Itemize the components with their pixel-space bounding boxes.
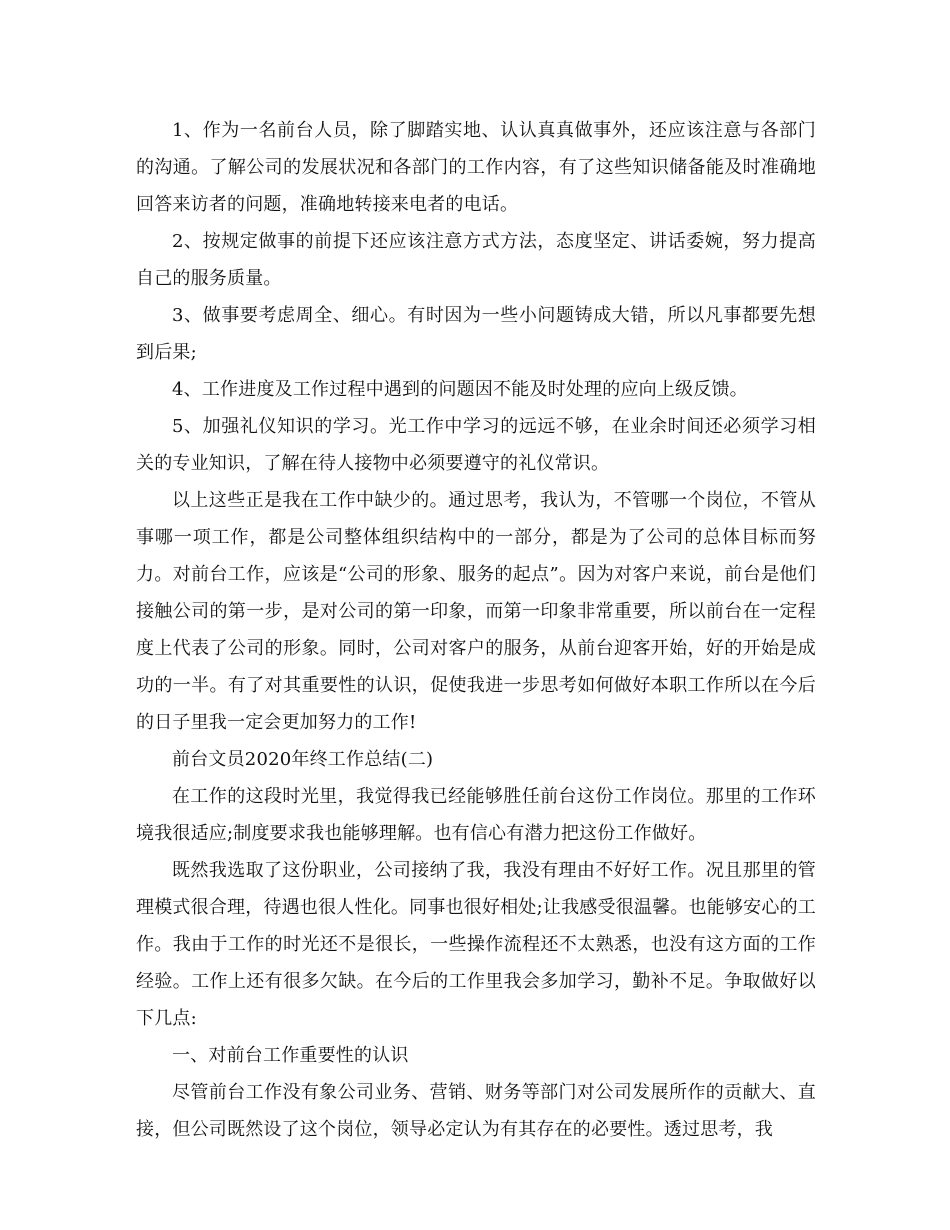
paragraph-7: 在工作的这段时光里，我觉得我已经能够胜任前台这份工作岗位。那里的工作环境我很适应;制度要求我也能够理解。也有信心有潜力把这份工作做好。 (136, 786, 816, 844)
paragraph-8: 既然我选取了这份职业，公司接纳了我，我没有理由不好好工作。况且那里的管理模式很合理，待遇也很人性化。同事也很好相处;让我感受很温馨。也能够安心的工作。我由于工作的时光还不是很长，一些操作流程还不太熟悉，也没有这方面的工作经验。工作上还有很多欠缺。在今后的工作里我会多加学习，勤补不足。争取做好以下几点: (136, 860, 816, 1029)
paragraph-3: 3、做事要考虑周全、细心。有时因为一些小问题铸成大错，所以凡事都要先想到后果; (136, 305, 816, 363)
paragraph-5: 5、加强礼仪知识的学习。光工作中学习的远远不够，在业余时间还必须学习相关的专业知识，了解在待人接物中必须要遵守的礼仪常识。 (136, 416, 816, 474)
subheading-1: 一、对前台工作重要性的认识 (172, 1045, 409, 1066)
paragraph-1: 1、作为一名前台人员，除了脚踏实地、认认真真做事外，还应该注意与各部门的沟通。了解公司的发展状况和各部门的工作内容，有了这些知识储备能及时准确地回答来访者的问题，准确地转接来电者的电话。 (136, 120, 816, 215)
paragraph-2: 2、按规定做事的前提下还应该注意方式方法，态度坚定、讲话委婉，努力提高自己的服务质量。 (136, 231, 816, 289)
paragraph-9: 尽管前台工作没有象公司业务、营销、财务等部门对公司发展所作的贡献大、直接，但公司既然设了这个岗位，领导必定认为有其存在的必要性。透过思考，我 (136, 1082, 816, 1140)
document-body (136, 112, 816, 1148)
section-heading-2: 前台文员2020年终工作总结(二) (172, 749, 434, 770)
paragraph-6: 以上这些正是我在工作中缺少的。通过思考，我认为，不管哪一个岗位，不管从事哪一项工作，都是公司整体组织结构中的一部分，都是为了公司的总体目标而努力。对前台工作，应该是“公司的形象、服务的起点”。因为对客户来说，前台是他们接触公司的第一步，是对公司的第一印象，而第一印象非常重要，所以前台在一定程度上代表了公司的形象。同时，公司对客户的服务，从前台迎客开始，好的开始是成功的一半。有了对其重要性的认识，促使我进一步思考如何做好本职工作所以在今后的日子里我一定会更加努力的工作! (136, 490, 816, 733)
paragraph-4: 4、工作进度及工作过程中遇到的问题因不能及时处理的应向上级反馈。 (172, 379, 748, 400)
